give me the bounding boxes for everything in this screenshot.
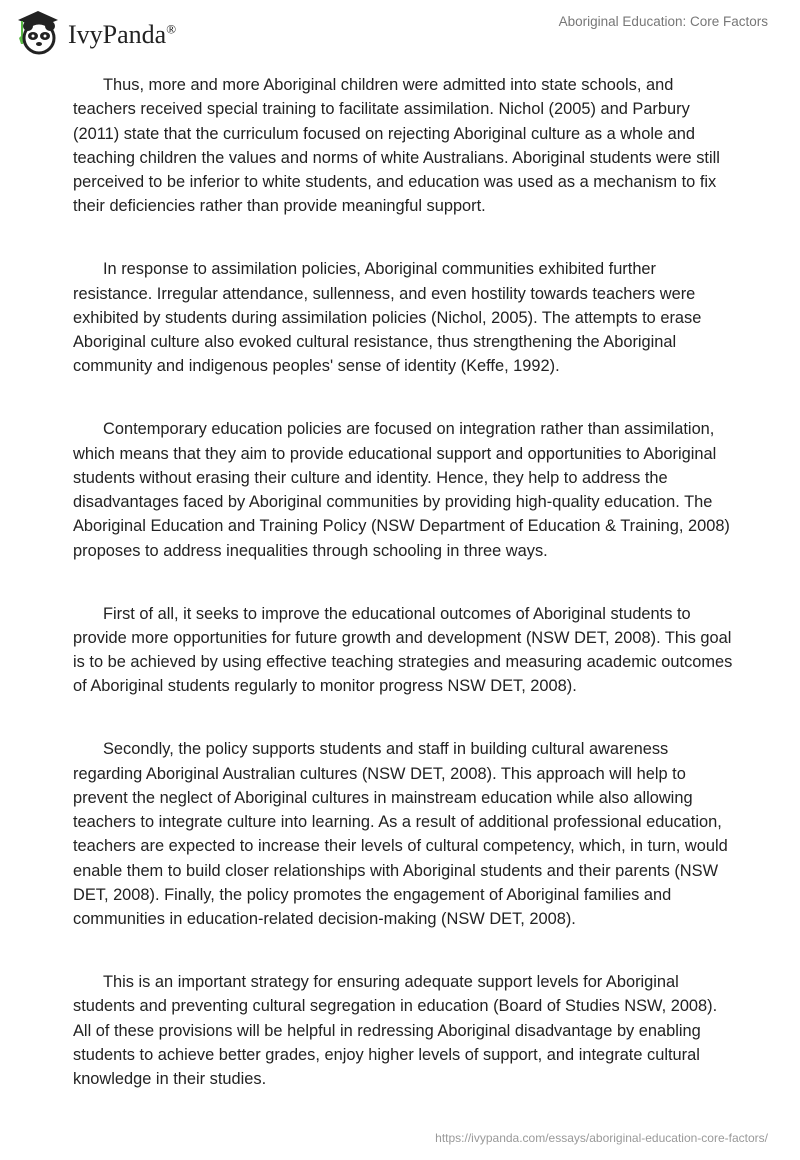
document-title: Aboriginal Education: Core Factors [558,14,768,29]
brand-name: IvyPanda® [68,20,177,49]
source-url[interactable]: https://ivypanda.com/essays/aboriginal-education-core-factors/ [435,1131,768,1145]
paragraph: Contemporary education policies are focused on integration rather than assimilation, which means that they aim to provide educational support and opportunities to Aboriginal students without erasing their culture and identity. Hence, they help to address the disadvantages faced by Aboriginal communities by providing high-quality education. The Aboriginal Education and Training Policy (NSW Department of Education & Training, 2008) proposes to address inequalities through schooling in three ways. [73,420,730,560]
paragraph: Secondly, the policy supports students and staff in building cultural awareness regarding Aboriginal Australian cultures (NSW DET, 2008). This approach will help to prevent the neglect of Aboriginal cultures in mainstream education while also allowing teachers to integrate culture into learning. As a result of additional professional education, teachers are expected to increase their levels of cultural competency, which, in turn, would enable them to build closer relationships with Aboriginal students and their parents (NSW DET, 2008). Finally, the policy promotes the engagement of Aboriginal families and communities in education-related decision-making (NSW DET, 2008). [73,740,728,929]
ivypanda-logo[interactable] [14,8,176,56]
paragraph: In response to assimilation policies, Aboriginal communities exhibited further resistance. Irregular attendance, sullenness, and even hostility towards teachers were exhibited by students during assimilation policies (Nichol, 2005). The attempts to erase Aboriginal culture also evoked cultural resistance, thus strengthening the Aboriginal community and indigenous peoples' sense of identity (Keffe, 1992). [73,260,702,376]
panda-graduate-icon [14,8,62,56]
paragraph: This is an important strategy for ensuring adequate support levels for Aboriginal students and preventing cultural segregation in education (Board of Studies NSW, 2008). All of these provisions will be helpful in redressing Aboriginal disadvantage by enabling students to achieve better grades, enjoy higher levels of support, and integrate cultural knowledge in their studies. [73,973,718,1089]
paragraph: Thus, more and more Aboriginal children were admitted into state schools, and teachers received special training to facilitate assimilation. Nichol (2005) and Parbury (2011) state that the curriculum focused on rejecting Aboriginal culture as a whole and teaching children the values and norms of white Australians. Aboriginal students were still perceived to be inferior to white students, and education was used as a mechanism to fix their deficiencies rather than provide meaningful support. [73,76,720,216]
paragraph: First of all, it seeks to improve the educational outcomes of Aboriginal students to provide more opportunities for future growth and development (NSW DET, 2008). This goal is to be achieved by using effective teaching strategies and measuring academic outcomes of Aboriginal students regularly to monitor progress NSW DET, 2008). [73,604,733,696]
essay-body [73,73,733,1130]
